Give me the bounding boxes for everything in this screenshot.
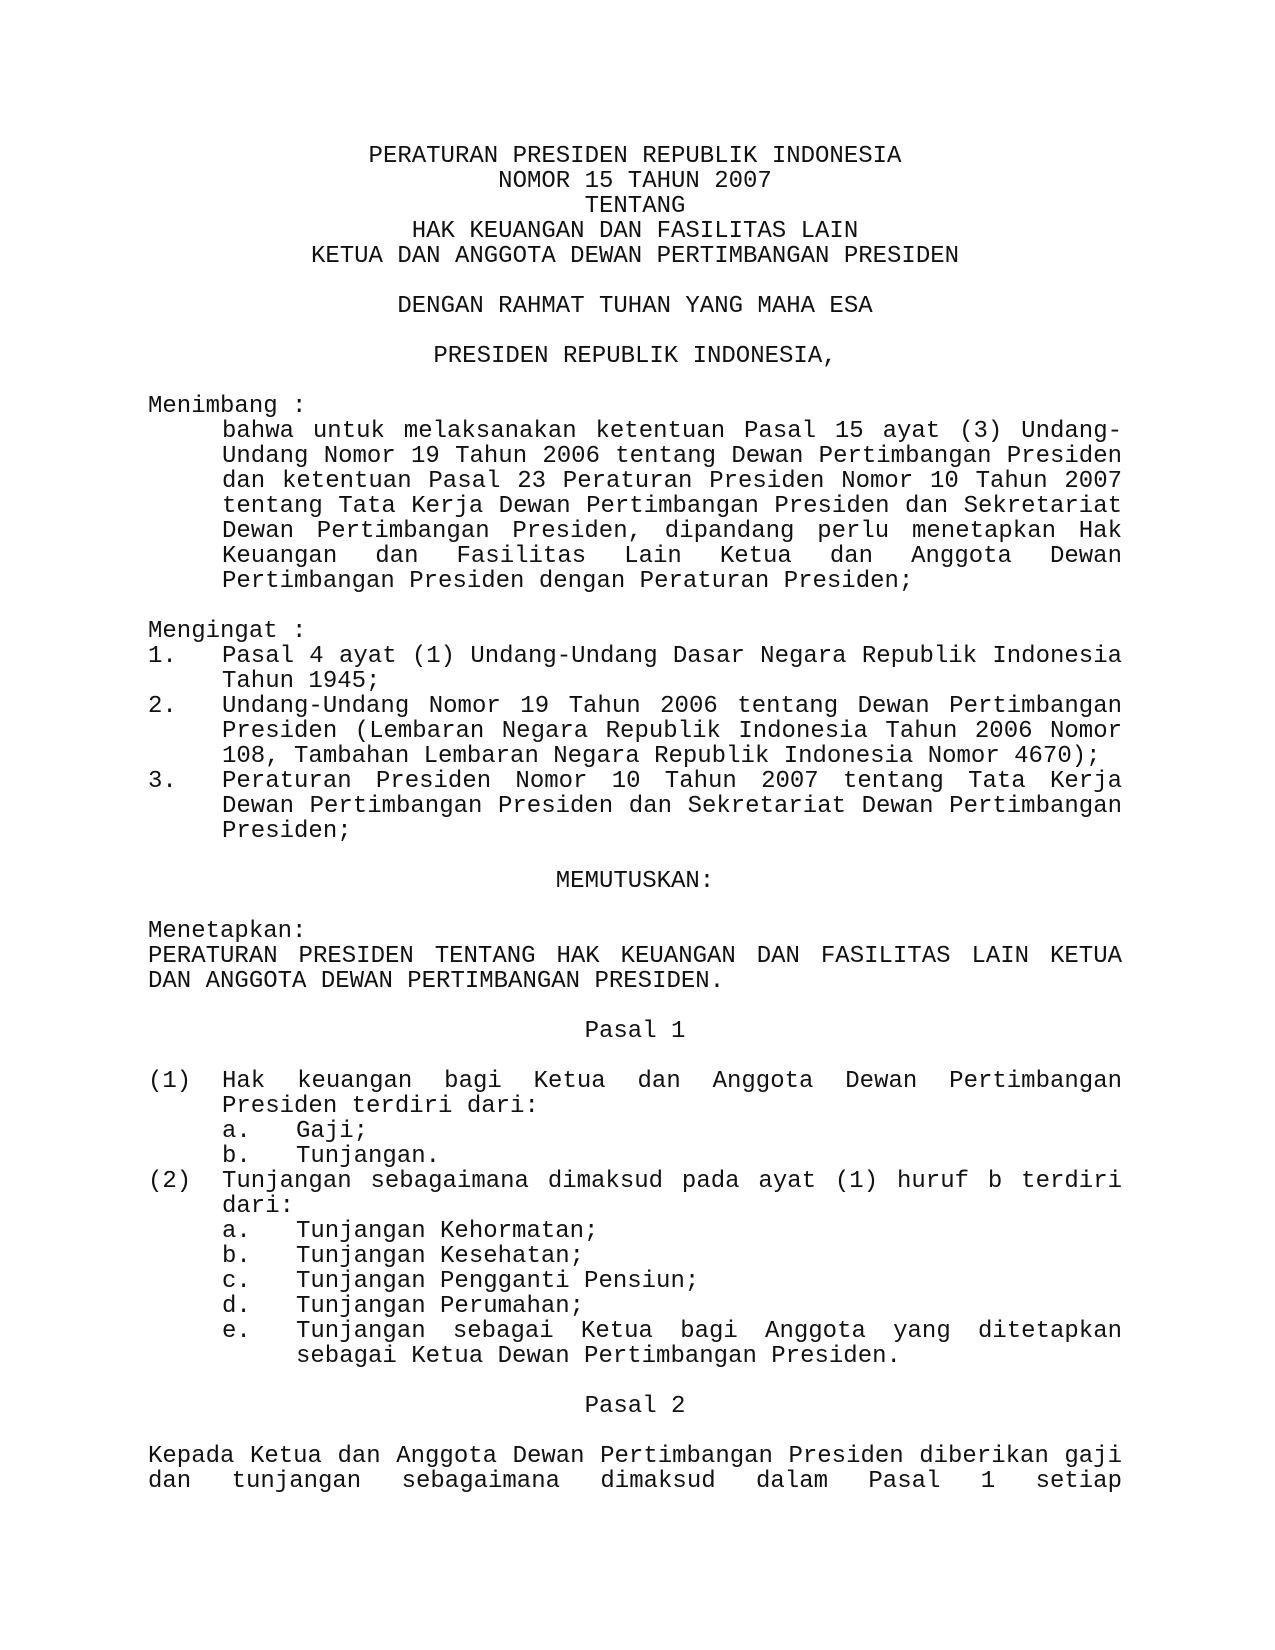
menimbang-text: bahwa untuk melaksanakan ketentuan Pasal 15 ayat (3) Undang-Undang Nomor 19 Tahun 2006 tentang Dewan Pertimbangan Presiden dan ketentuan Pasal 23 Peraturan Presiden Nomor 10 Tahun 2007 tentang Tata Kerja Dewan Pertimbangan Presiden dan Sekretariat Dewan Pertimbangan Presiden, dipandang perlu menetapkan Hak Keuangan dan Fasilitas Lain Ketua dan Anggota Dewan Pertimbangan Presiden dengan Peraturan Presiden;	[222, 418, 1122, 595]
pasal-1-body	[148, 1069, 1122, 1369]
list-item	[222, 1244, 1122, 1269]
mengingat-item-number: 1.	[148, 643, 177, 670]
list-item-letter: a.	[222, 1118, 251, 1145]
list-item-text: Tunjangan sebagai Ketua bagi Anggota yang ditetapkan sebagai Ketua Dewan Pertimbangan Presiden.	[296, 1318, 1122, 1370]
ayat-text: Tunjangan sebagaimana dimaksud pada ayat (1) huruf b terdiri dari:	[222, 1168, 1122, 1220]
menetapkan-section	[148, 919, 1122, 994]
title-line-3: TENTANG	[584, 193, 686, 220]
menetapkan-label: Menetapkan:	[148, 918, 307, 945]
mengingat-section	[148, 619, 1122, 844]
title-line-4: HAK KEUANGAN DAN FASILITAS LAIN	[411, 218, 859, 245]
list-item-letter: d.	[222, 1293, 251, 1320]
title-line-2: NOMOR 15 TAHUN 2007	[498, 168, 772, 195]
presiden-line: PRESIDEN REPUBLIK INDONESIA,	[433, 343, 837, 370]
mengingat-item	[148, 644, 1122, 694]
mengingat-item-number: 2.	[148, 693, 177, 720]
ayat-2	[148, 1169, 1122, 1369]
memutuskan-heading: MEMUTUSKAN:	[555, 868, 715, 895]
ayat-text: Hak keuangan bagi Ketua dan Anggota Dewan Pertimbangan Presiden terdiri dari:	[222, 1068, 1122, 1120]
pasal-2-text: Kepada Ketua dan Anggota Dewan Pertimbangan Presiden diberikan gaji dan tunjangan sebagaimana dimaksud dalam Pasal 1 setiap	[148, 1443, 1122, 1495]
mengingat-item	[148, 694, 1122, 769]
list-item	[222, 1294, 1122, 1319]
list-item-text: Gaji;	[296, 1118, 369, 1145]
list-item-text: Tunjangan Pengganti Pensiun;	[296, 1268, 700, 1295]
ayat-number: (1)	[148, 1068, 192, 1095]
list-item-letter: b.	[222, 1243, 251, 1270]
list-item	[222, 1319, 1122, 1369]
mengingat-item-number: 3.	[148, 768, 177, 795]
ayat-1	[148, 1069, 1122, 1169]
menetapkan-text: PERATURAN PRESIDEN TENTANG HAK KEUANGAN DAN FASILITAS LAIN KETUA DAN ANGGOTA DEWAN PERTIMBANGAN PRESIDEN.	[148, 943, 1122, 995]
pasal-2-title: Pasal 2	[584, 1393, 686, 1420]
menimbang-label: Menimbang :	[148, 393, 307, 420]
title-line-1: PERATURAN PRESIDEN REPUBLIK INDONESIA	[368, 143, 902, 170]
mengingat-item-text: Undang-Undang Nomor 19 Tahun 2006 tentang Dewan Pertimbangan Presiden (Lembaran Negara Republik Indonesia Tahun 2006 Nomor 108, Tambahan Lembaran Negara Republik Indonesia Nomor 4670);	[222, 693, 1122, 770]
mengingat-item	[148, 769, 1122, 844]
list-item-text: Tunjangan.	[296, 1143, 441, 1170]
mengingat-item-text: Pasal 4 ayat (1) Undang-Undang Dasar Negara Republik Indonesia Tahun 1945;	[222, 643, 1122, 695]
list-item-letter: b.	[222, 1143, 251, 1170]
document-page	[148, 144, 1122, 1494]
mengingat-item-text: Peraturan Presiden Nomor 10 Tahun 2007 tentang Tata Kerja Dewan Pertimbangan Presiden dan Sekretariat Dewan Pertimbangan Presiden;	[222, 768, 1122, 845]
list-item-letter: c.	[222, 1268, 251, 1295]
title-line-5: KETUA DAN ANGGOTA DEWAN PERTIMBANGAN PRESIDEN	[310, 243, 960, 270]
rahmat-line: DENGAN RAHMAT TUHAN YANG MAHA ESA	[397, 293, 873, 320]
pasal-1-title: Pasal 1	[584, 1018, 686, 1045]
list-item	[222, 1119, 1122, 1144]
list-item-text: Tunjangan Kehormatan;	[296, 1218, 599, 1245]
mengingat-label: Mengingat :	[148, 618, 307, 645]
list-item-text: Tunjangan Kesehatan;	[296, 1243, 585, 1270]
list-item	[222, 1269, 1122, 1294]
list-item	[222, 1144, 1122, 1169]
list-item-letter: e.	[222, 1318, 251, 1345]
list-item-text: Tunjangan Perumahan;	[296, 1293, 585, 1320]
document-header	[148, 144, 1122, 269]
menimbang-section	[148, 394, 1122, 594]
list-item	[222, 1219, 1122, 1244]
list-item-letter: a.	[222, 1218, 251, 1245]
ayat-number: (2)	[148, 1168, 192, 1195]
